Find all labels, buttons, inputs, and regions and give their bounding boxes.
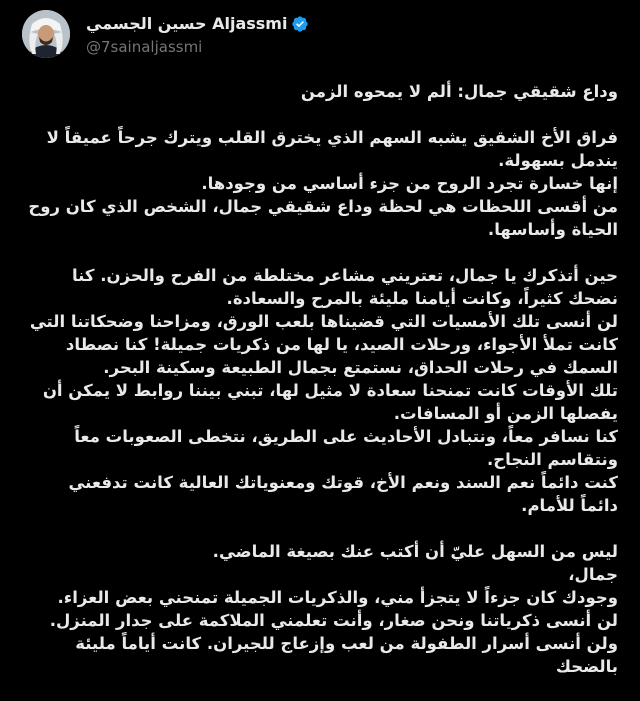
tweet-line: من أقسى اللحظات هي لحظة وداع شقيقي جمال، الشخص الذي كان روح الحياة وأساسها.	[28, 197, 618, 239]
tweet-title: وداع شقيقي جمال: ألم لا يمحوه الزمن	[300, 82, 618, 101]
author-name-row[interactable]	[86, 14, 309, 33]
author-display-name[interactable]: حسين الجسمي Aljassmi	[86, 14, 288, 33]
tweet-line: لن أنسى ذكرياتنا ونحن صغار، وأنت تعلمني الملاكمة على جدار المنزل.	[49, 611, 618, 630]
tweet-line: ولن أنسى أسرار الطفولة من لعب وإزعاج للجيران. كانت أياماً مليئة بالضحك	[75, 634, 618, 676]
tweet-paragraph	[26, 126, 618, 241]
tweet-line: كنت دائماً نعم السند ونعم الأخ، قوتك ومعنوياتك العالية كانت تدفعني دائماً للأمام.	[68, 473, 618, 515]
tweet-line: وجودك كان جزءاً لا يتجزأ مني، والذكريات الجميلة تمنحني بعض العزاء.	[57, 588, 618, 607]
tweet-line: فراق الأخ الشقيق يشبه السهم الذي يخترق القلب ويترك جرحاً عميقاً لا يندمل بسهولة.	[46, 128, 618, 170]
tweet-line: إنها خسارة تجرد الروح من جزء أساسي من وجودها.	[201, 174, 618, 193]
avatar[interactable]	[22, 10, 70, 58]
verified-badge-icon	[291, 15, 309, 33]
tweet-paragraph-title	[26, 80, 618, 103]
tweet-text	[26, 80, 618, 701]
tweet-paragraph	[26, 540, 618, 678]
tweet-line: ليس من السهل عليّ أن أكتب عنك بصيغة الماضي.	[212, 542, 618, 561]
author-handle[interactable]: @7sainaljassmi	[86, 38, 203, 56]
tweet-line: تلك الأوقات كانت تمنحنا سعادة لا مثيل لها، تبني بيننا روابط لا يمكن أن يفصلها الزمن أو المسافات.	[42, 381, 618, 423]
tweet-line: كنا نسافر معاً، ونتبادل الأحاديث على الطريق، نتخطى الصعوبات معاً ونتقاسم النجاح.	[74, 427, 618, 469]
tweet-paragraph	[26, 264, 618, 517]
tweet-line: حين أتذكرك يا جمال، تعتريني مشاعر مختلطة من الفرح والحزن. كنا نضحك كثيراً، وكانت أيامنا مليئة بالمرح والسعادة.	[71, 266, 618, 308]
tweet-header	[20, 8, 620, 66]
tweet-line: جمال،	[568, 565, 618, 584]
avatar-image	[22, 10, 70, 58]
tweet-line: لن أنسى تلك الأمسيات التي قضيناها بلعب الورق، ومزاحنا وضحكاتنا التي كانت تملأ الأجواء، ورحلات الصيد، يا لها من ذكريات جميلة! كنا نصطاد السمك في رحلات الحداق، نستمتع بجمال الطبيعة وسكينة البحر.	[29, 312, 618, 377]
